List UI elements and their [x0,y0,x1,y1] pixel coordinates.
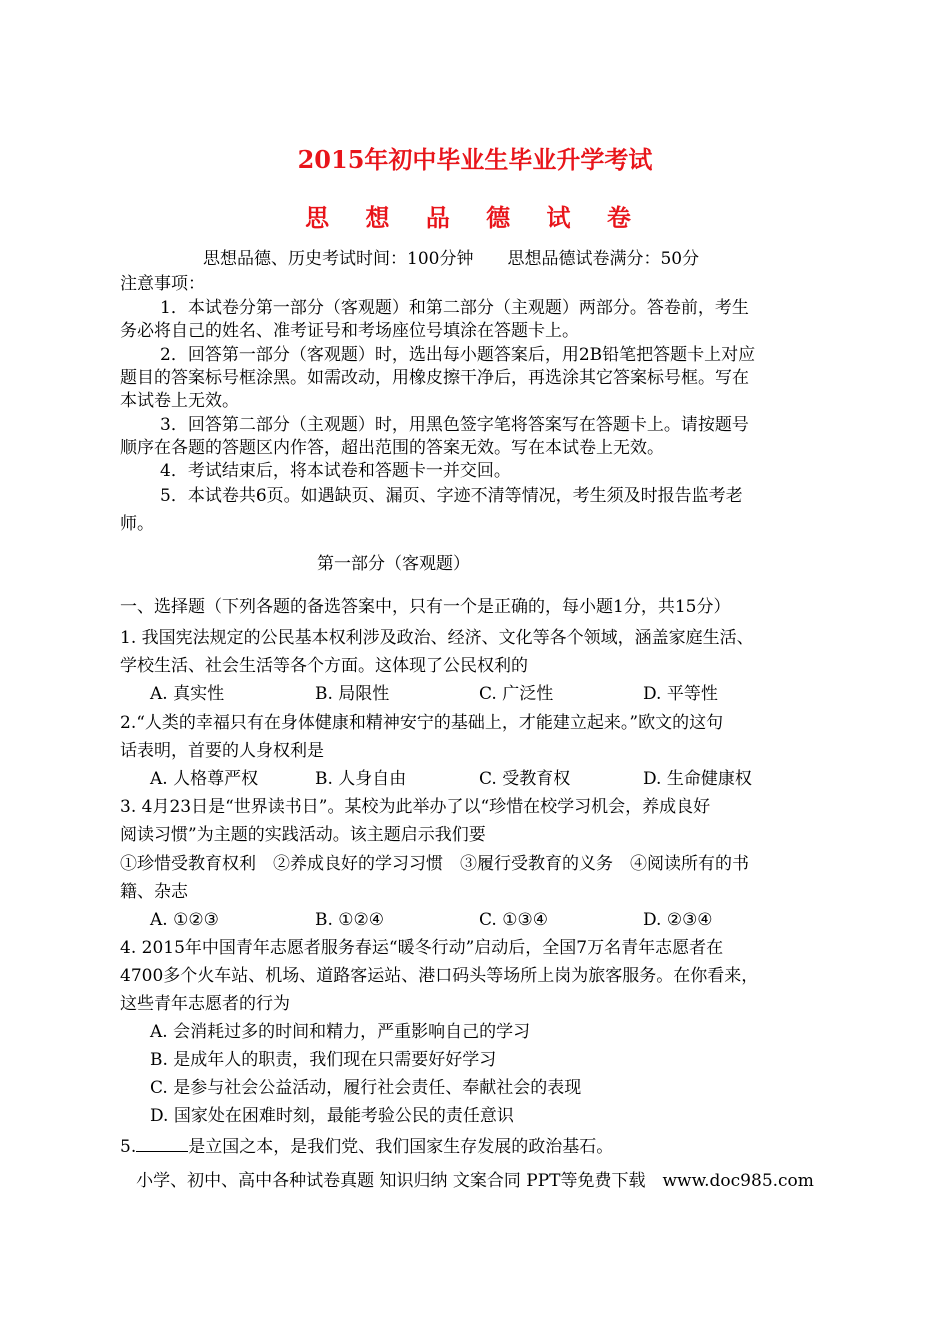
section-heading: 一、选择题（下列各题的备选答案中，只有一个是正确的，每小题1分，共15分） [120,597,731,617]
note-line: 师。 [120,514,154,534]
q1-option-d: D. 平等性 [643,684,718,704]
note-line: 顺序在各题的答题区内作答，超出范围的答案无效。写在本试卷上无效。 [120,438,664,458]
q2-option-b: B. 人身自由 [315,769,407,789]
question-5-number: 5. [120,1137,137,1157]
exam-subtitle: 思 想 品 德 试 卷 [305,203,645,232]
question-1-stem: 学校生活、社会生活等各个方面。这体现了公民权利的 [120,656,528,676]
page-footer: 小学、初中、高中各种试卷真题 知识归纳 文案合同 PPT等免费下载 www.doc985.com [136,1171,814,1191]
question-3-stem: ①珍惜受教育权利 ②养成良好的学习习惯 ③履行受教育的义务 ④阅读所有的书 [120,854,749,874]
question-4-stem: 这些青年志愿者的行为 [120,994,290,1014]
question-3-stem: 3. 4月23日是“世界读书日”。某校为此举办了以“珍惜在校学习机会，养成良好 [120,797,711,817]
question-5-text: 是立国之本，是我们党、我们国家生存发展的政治基石。 [188,1137,614,1157]
q3-option-a: A. ①②③ [150,910,219,930]
note-line: 2．回答第一部分（客观题）时，选出每小题答案后，用2B铅笔把答题卡上对应 [160,345,756,365]
q4-option-d: D. 国家处在困难时刻，最能考验公民的责任意识 [150,1106,514,1126]
question-4-stem: 4700多个火车站、机场、道路客运站、港口码头等场所上岗为旅客服务。在你看来， [120,966,759,986]
q2-option-d: D. 生命健康权 [643,769,752,789]
question-3-stem: 籍、杂志 [120,882,188,902]
answer-blank [136,1133,188,1152]
q3-option-c: C. ①③④ [479,910,548,930]
q2-option-c: C. 受教育权 [479,769,571,789]
note-line: 5．本试卷共6页。如遇缺页、漏页、字迹不清等情况，考生须及时报告监考老 [160,486,743,506]
question-2-stem: 2.“人类的幸福只有在身体健康和精神安宁的基础上，才能建立起来。”欧文的这句 [120,713,724,733]
question-4-stem: 4. 2015年中国青年志愿者服务春运“暖冬行动”启动后，全国7万名青年志愿者在 [120,938,724,958]
question-5-stem [120,1133,613,1159]
q1-option-c: C. 广泛性 [479,684,554,704]
note-line: 4．考试结束后，将本试卷和答题卡一并交回。 [160,461,511,481]
question-3-stem: 阅读习惯”为主题的实践活动。该主题启示我们要 [120,825,486,845]
exam-title: 2015年初中毕业生毕业升学考试 [297,145,653,174]
note-line: 题目的答案标号框涂黑。如需改动，用橡皮擦干净后，再选涂其它答案标号框。写在 [120,368,749,388]
notes-heading: 注意事项： [120,274,205,294]
note-line: 1．本试卷分第一部分（客观题）和第二部分（主观题）两部分。答卷前，考生 [160,298,749,318]
q1-option-a: A. 真实性 [150,684,225,704]
q2-option-a: A. 人格尊严权 [150,769,259,789]
question-1-stem: 1. 我国宪法规定的公民基本权利涉及政治、经济、文化等各个领域，涵盖家庭生活、 [120,628,754,648]
q4-option-a: A. 会消耗过多的时间和精力，严重影响自己的学习 [150,1022,531,1042]
part1-heading: 第一部分（客观题） [317,554,470,574]
exam-info: 思想品德、历史考试时间：100分钟 思想品德试卷满分：50分 [203,249,700,269]
note-line: 本试卷上无效。 [120,391,239,411]
note-line: 务必将自己的姓名、准考证号和考场座位号填涂在答题卡上。 [120,321,579,341]
q4-option-b: B. 是成年人的职责，我们现在只需要好好学习 [150,1050,497,1070]
q4-option-c: C. 是参与社会公益活动，履行社会责任、奉献社会的表现 [150,1078,582,1098]
note-line: 3．回答第二部分（主观题）时，用黑色签字笔将答案写在答题卡上。请按题号 [160,415,749,435]
q1-option-b: B. 局限性 [315,684,390,704]
question-2-stem: 话表明，首要的人身权利是 [120,741,324,761]
q3-option-d: D. ②③④ [643,910,713,930]
q3-option-b: B. ①②④ [315,910,385,930]
